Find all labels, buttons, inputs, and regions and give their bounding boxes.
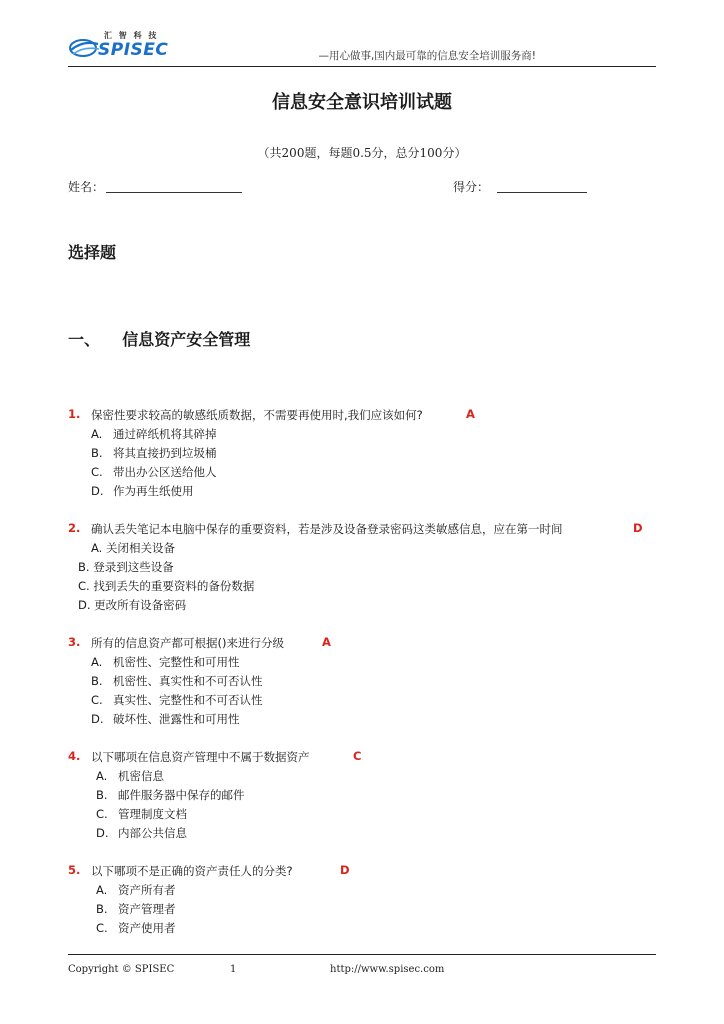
option-c: C. 找到丢失的重要资料的备份数据	[78, 579, 255, 593]
answer-key: A	[466, 407, 475, 421]
question-text: 保密性要求较高的敏感纸质数据，不需要再使用时,我们应该如何?	[91, 408, 423, 422]
question-text: 以下哪项在信息资产管理中不属于数据资产	[91, 750, 310, 764]
footer-url[interactable]: http://www.spisec.com	[330, 964, 445, 975]
logo-en-text: SPISEC	[98, 40, 169, 60]
question-text: 所有的信息资产都可根据()来进行分级	[91, 636, 284, 650]
option-a: A. 资产所有者	[96, 883, 176, 897]
answer-key: D	[633, 521, 643, 535]
footer-page-number: 1	[230, 964, 237, 975]
question-number: 1.	[68, 407, 81, 421]
page-subtitle: （共200题，每题0.5分，总分100分）	[257, 146, 467, 160]
question-text: 以下哪项不是正确的资产责任人的分类?	[91, 864, 293, 878]
option-d: D. 破坏性、泄露性和可用性	[91, 712, 240, 726]
score-underline[interactable]	[497, 192, 587, 193]
question-number: 5.	[68, 863, 81, 877]
answer-key: A	[322, 635, 331, 649]
section-one-heading: 一、 信息资产安全管理	[68, 330, 251, 349]
option-a: A. 机密信息	[96, 769, 164, 783]
question-number: 2.	[68, 521, 81, 535]
company-logo	[68, 30, 168, 60]
name-label: 姓名：	[68, 180, 105, 194]
option-c: C. 资产使用者	[96, 921, 176, 935]
option-a: A. 关闭相关设备	[91, 541, 175, 555]
question-number: 4.	[68, 749, 81, 763]
option-a: A. 通过碎纸机将其碎掉	[91, 427, 217, 441]
option-c: C. 带出办公区送给他人	[91, 465, 217, 479]
header-divider	[68, 66, 656, 67]
option-b: B. 登录到这些设备	[78, 560, 174, 574]
section-choice-heading: 选择题	[68, 243, 117, 262]
question-text: 确认丢失笔记本电脑中保存的重要资料，若是涉及设备登录密码这类敏感信息，应在第一时间	[91, 522, 563, 536]
globe-logo-icon	[68, 36, 102, 58]
logo-cn-text: 汇 智 科 技	[104, 31, 159, 40]
option-d: D. 更改所有设备密码	[78, 598, 187, 612]
option-c: C. 真实性、完整性和不可否认性	[91, 693, 263, 707]
name-underline[interactable]	[106, 192, 242, 193]
option-b: B. 资产管理者	[96, 902, 176, 916]
score-label: 得分：	[453, 180, 490, 194]
footer-copyright: Copyright © SPISEC	[68, 964, 175, 975]
option-b: B. 机密性、真实性和不可否认性	[91, 674, 263, 688]
option-b: B. 将其直接扔到垃圾桶	[91, 446, 217, 460]
option-d: D. 内部公共信息	[96, 826, 187, 840]
option-c: C. 管理制度文档	[96, 807, 187, 821]
option-d: D. 作为再生纸使用	[91, 484, 194, 498]
option-a: A. 机密性、完整性和可用性	[91, 655, 240, 669]
footer-divider	[68, 954, 656, 955]
question-number: 3.	[68, 635, 81, 649]
answer-key: D	[340, 863, 350, 877]
page-title: 信息安全意识培训试题	[272, 92, 452, 113]
header-slogan: —用心做事,国内最可靠的信息安全培训服务商!	[318, 50, 536, 62]
answer-key: C	[353, 749, 362, 763]
option-b: B. 邮件服务器中保存的邮件	[96, 788, 245, 802]
